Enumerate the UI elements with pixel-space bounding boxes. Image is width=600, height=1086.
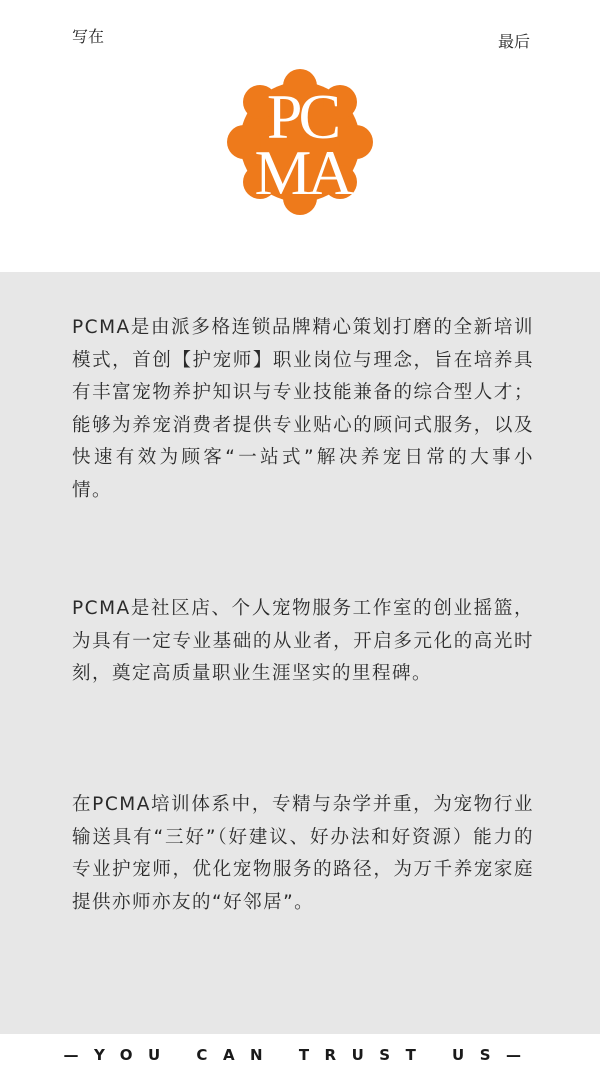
pcma-logo (226, 68, 374, 216)
footer-slogan: —YOU CAN TRUST US— (63, 1046, 537, 1064)
header-section (0, 0, 600, 272)
header-right-text: 最后 (497, 32, 530, 51)
logo-text-pc: PC (266, 81, 338, 152)
header-left-text: 写在 (72, 27, 105, 46)
paragraph-3: 在PCMA培训体系中，专精与杂学并重，为宠物行业输送具有“三好”（好建议、好办法和好资源）能力的专业护宠师，优化宠物服务的路径，为万千养宠家庭提供亦师亦友的“好邻居”。 (72, 794, 534, 913)
paragraph-2: PCMA是社区店、个人宠物服务工作室的创业摇篮，为具有一定专业基础的从业者，开启多元化的高光时刻，奠定高质量职业生涯坚实的里程碑。 (72, 598, 534, 684)
paragraph-1: PCMA是由派多格连锁品牌精心策划打磨的全新培训模式，首创【护宠师】职业岗位与理念，旨在培养具有丰富宠物养护知识与专业技能兼备的综合型人才；能够为养宠消费者提供专业贴心的顾问式服务，以及快速有效为顾客“一站式”解决养宠日常的大事小情。 (72, 317, 534, 501)
logo-text-ma: MA (254, 137, 350, 208)
